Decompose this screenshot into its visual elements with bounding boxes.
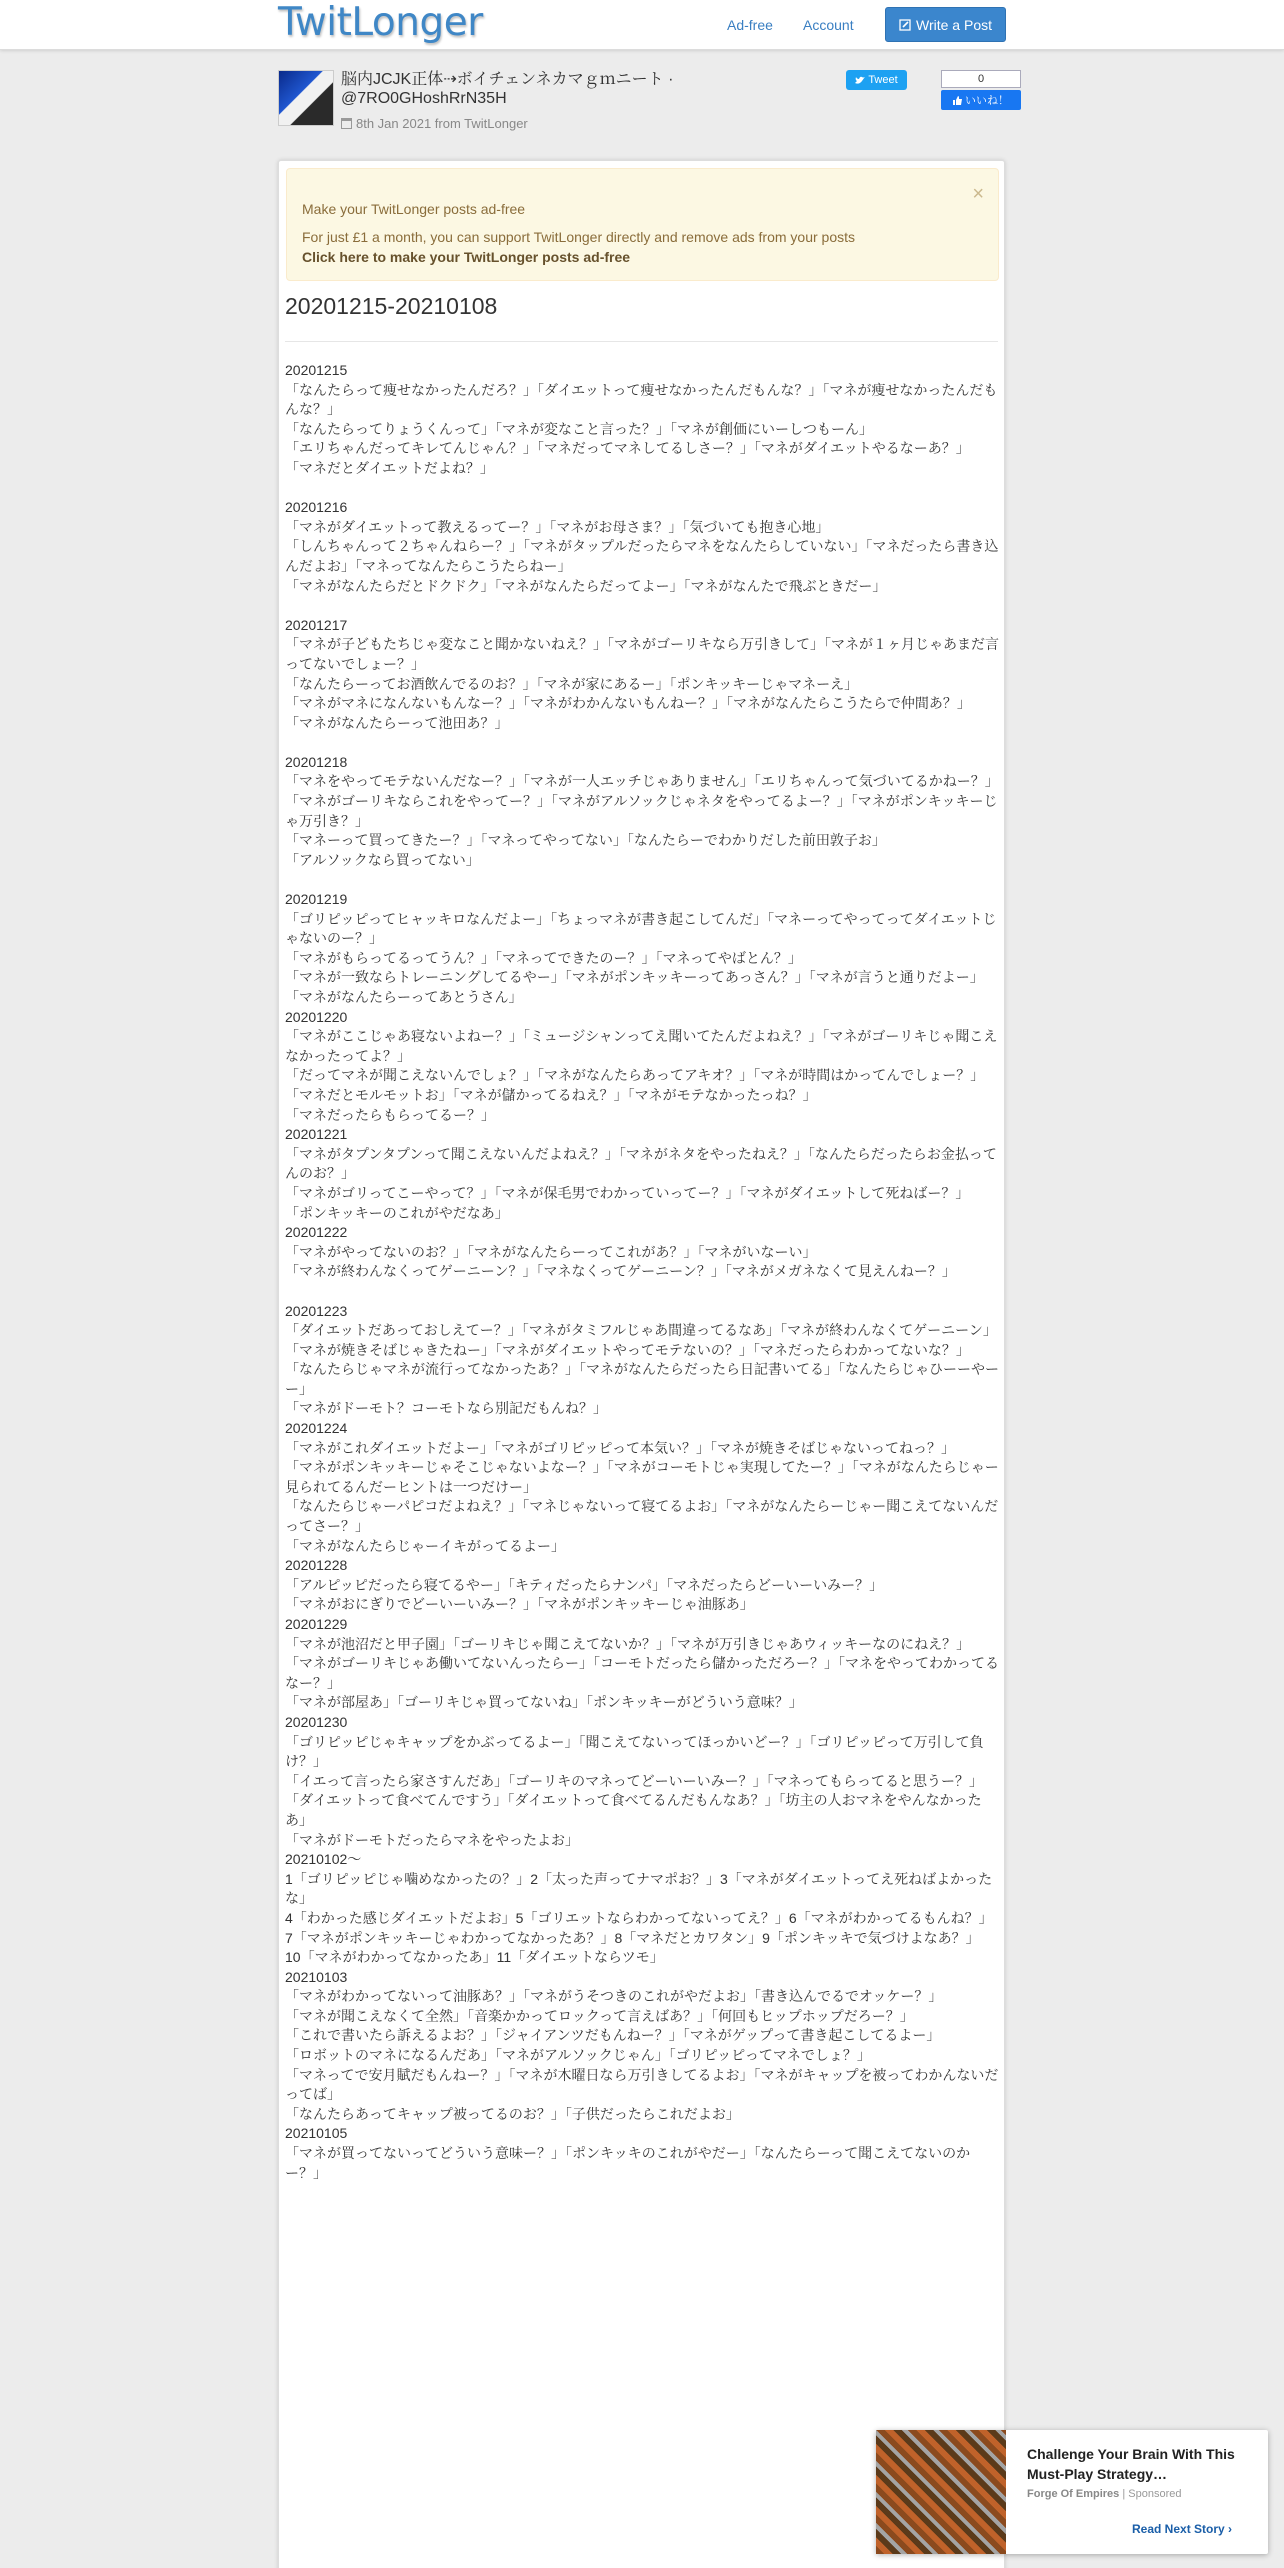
ad-cta-label: Read Next Story [1132,2522,1225,2536]
author-name[interactable]: 脳内JCJK正体⇢ボイチェンネカマｇｍニート · @7RO0GHoshRrN35H [341,71,674,107]
section-date: 20201228 [285,1557,348,1574]
ad-image[interactable] [876,2430,1006,2554]
section-text: 「マネがやってないのお？」「マネがなんたらーってこれがあ？」「マネがいなーい」 「マネが終わんなくってゲーニーン？」「マネなくってゲーニーン？」「マネがメガネなくて見えんねー？」 [285,1243,956,1280]
section-text: 「マネがわかってないって油豚あ？」「マネがうそつきのこれがやだよお」「書き込んでるでオッケー？」 「マネが聞こえなくて全然」「音楽かかってロックって言えばあ？」「何回もヒップホップだろー？」 「これで書いたら訴えるよお？」「ジャイアンツだもんねー？」「マネがゲップって書き起こしてるよー」 「ロボットのマネになるんだあ」「マネがアルソックじゃん」「ゴリピッピってマネでしょ？」 「マネってで安月賦だもんねー？」「マネが木曜日なら万引きしてるよお」「マネがキャップを被ってわかんないだってば」 「なんたらあってキャップ被ってるのお？」「子供だったらこれだよお」 [285,1988,999,2122]
adfree-link[interactable]: Click here to make your TwitLonger posts ad-free [302,249,631,265]
post-section [285,361,1001,498]
avatar[interactable] [278,70,334,126]
alert-title: Make your TwitLonger posts ad-free [302,201,526,217]
twitter-bird-icon [855,76,865,85]
post-section [285,1302,1001,1420]
post-section [285,1615,1001,1713]
section-text: 「ダイエットだあっておしえてー？」「マネがタミフルじゃあ間違ってるなあ」「マネが終わんなくてゲーニーン」 「マネが焼きそばじゃきたねー」「マネがダイエットやってモテないの？」「マネだったらわかってないな？」 「なんたらじゃマネが流行ってなかったあ？」「マネがなんたらだったら日記書いてる」「なんたらじゃひーーやーー」 「マネがドーモト？コーモトなら別記だもんね？」 [285,1322,999,1417]
section-text: 「マネが子どもたちじゃ変なこと聞かないねえ？」「マネがゴーリキなら万引きして」「マネが１ヶ月じゃあまだ言ってないでしょー？」 「なんたらーってお酒飲んでるのお？」「マネが家にあるー」「ポンキッキーじゃマネーえ」 「マネがマネになんないもんなー？」「マネがわかんないもんねー？」「マネがなんたらこうたらで仲間あ？」 「マネがなんたらーって池田あ？」 [285,636,999,731]
ad-sponsor-tag: Sponsored [1128,2488,1182,2500]
post-section [285,1223,1001,1301]
post-section [285,1556,1001,1615]
post-section [285,1713,1001,1850]
section-date: 20201221 [285,1126,348,1143]
section-date: 20201216 [285,499,348,516]
calendar-icon [341,118,352,129]
section-date: 20201219 [285,891,348,908]
top-navbar [0,0,1284,50]
alert-body: For just £1 a month, you can support TwitLonger directly and remove ads from your posts [302,229,856,245]
post-section [285,1125,1001,1223]
post-meta [341,116,528,131]
post-body [285,361,1001,2183]
post-section [285,1968,1001,2125]
tweet-button[interactable] [846,70,907,90]
nav-account-link[interactable]: Account [803,17,854,33]
sponsored-ad[interactable] [876,2430,1268,2554]
section-text: 「ゴリピッピってヒャッキロなんだよー」「ちょっマネが書き起こしてんだ」「マネーってやってってダイエットじゃないのー？」 「マネがもらってるってうん？」「マネってできたのー？」「マネってやばとん？」 「マネが一致ならトレーニングしてるやー」「マネがポンキッキーってあっさん？」「マネが言うと通りだよー」 「マネがなんたらーってあとうさん」 [285,910,997,1005]
twitlonger-logo[interactable]: TwitLonger [278,0,483,45]
section-date: 20201215 [285,362,348,378]
pencil-icon [899,19,911,31]
section-date: 20210102～ [285,1851,362,1868]
like-count: 0 [941,70,1021,88]
section-date: 20201220 [285,1008,348,1025]
section-text: 1「ゴリピッピじゃ噛めなかったの？」2「太った声ってナマポお？」3「マネがダイエットってえ死ねばよかったな」 4「わかった感じダイエットだよお」5「ゴリエットならわかってないってえ？」6「マネがわかってるもんね？」 7「マネがポンキッキーじゃわかってなかったあ？」8「マネだとカワタン」9「ポンキッキで気づけよなあ？」 10「マネがわかってなかったあ」11「ダイエットならツモ」 [285,1870,993,1966]
post-date: 8th Jan 2021 from TwitLonger [356,116,528,131]
section-date: 20201224 [285,1420,348,1437]
divider [285,341,998,342]
section-date: 20210103 [285,1968,348,1985]
section-text: 「マネがダイエットって教えるってー？」「マネがお母さま？」「気づいても抱き心地」 「しんちゃんって２ちゃんねらー？」「マネがタップルだったらマネをなんたらしていない」「マネだったら書き込んだよお」「マネってなんたらこうたらねー」 「マネがなんたらだとドクドク」「マネがなんたらだってよー」「マネがなんたで飛ぶときだー」 [285,518,999,594]
write-post-label: Write a Post [916,16,992,33]
post-section [285,1419,1001,1556]
post-section [285,890,1001,1008]
section-text: 「マネが買ってないってどういう意味ー？」「ポンキッキのこれがやだー」「なんたらーって聞こえてないのかー？」 [285,2145,971,2181]
ad-sponsor-name: Forge Of Empires [1027,2488,1120,2500]
section-date: 20201222 [285,1224,348,1241]
post-section [285,498,1001,616]
section-text: 「アルピッピだったら寝てるやー」「キティだったらナンパ」「マネだったらどーいーいみー？」 「マネがおにぎりでどーいーいみー？」「マネがポンキッキーじゃ油豚あ」 [285,1576,884,1613]
section-date: 20210105 [285,2125,348,2142]
section-text: 「マネをやってモテないんだなー？」「マネが一人エッチじゃありません」「エリちゃんって気づいてるかねー？」 「マネがゴーリキならこれをやってー？」「マネがアルソックじゃネタをやってるよー？」「マネがポンキッキーじゃ万引き？」 「マネーって買ってきたー？」「マネってやってない」「なんたらーでわかりだした前田敦子お」 「アルソックなら買ってない」 [285,773,999,868]
nav-adfree-link[interactable]: Ad-free [727,17,773,33]
adfree-alert [286,168,999,281]
read-next-story-link[interactable]: Read Next Story › [1132,2522,1233,2536]
post-section [285,616,1001,753]
post-section [285,753,1001,890]
tweet-label: Tweet [868,74,898,86]
section-text: 「マネがここじゃあ寝ないよねー？」「ミュージシャンってえ聞いてたんだよねえ？」「マネがゴーリキじゃ聞こえなかったってよ？」 「だってマネが聞こえないんでしょ？」「マネがなんたらあってアキオ？」「マネが時間はかってんでしょー？」 「マネだとモルモットお」「マネが儲かってるねえ？」「マネがモテなかったっね？」 「マネだったらもらってるー？」 [285,1028,998,1123]
close-icon[interactable]: × [972,183,984,205]
section-text: 「なんたらって痩せなかったんだろ？」「ダイエットって痩せなかったんだもんな？」「マネが痩せなかったんだもんな？」 「なんたらってりょうくんって」「マネが変なこと言った？」「マネが創価にいーしつもーん」 「エリちゃんだってキレてんじゃん？」「マネだってマネしてるしさー？」「マネがダイエットやるなーあ？」 「マネだとダイエットだよね？」 [285,381,998,476]
facebook-like-button[interactable] [941,90,1021,110]
write-post-button[interactable] [885,7,1006,42]
post-title: 20201215-20210108 [285,293,498,319]
thumbs-up-icon [953,96,962,105]
section-date: 20201229 [285,1616,348,1632]
section-date: 20201217 [285,616,348,633]
section-text: 「マネがタプンタプンって聞こえないんだよねえ？」「マネがネタをやったねえ？」「なんたらだったらお金払ってんのお？」 「マネがゴリってこーやって？」「マネが保毛男でわかっていってー？」「マネがダイエットして死ねばー？」 「ポンキッキーのこれがやだなあ」 [285,1145,997,1221]
post-section [285,1850,1001,1968]
section-date: 20201218 [285,753,348,770]
section-text: 「マネがこれダイエットだよー」「マネがゴリピッピって本気い？」「マネが焼きそばじゃないってねっ？」 「マネがポンキッキーじゃそこじゃないよなー？」「マネがコーモトじゃ実現してたー？」「マネがなんたらじゃー見られてるんだーヒントは一つだけー」 「なんたらじゃーパピコだよねえ？」「マネじゃないって寝てるよお」「マネがなんたらーじゃー聞こえてないんだってさー？」 「マネがなんたらじゃーイキがってるよー」 [285,1439,999,1554]
post-section [285,2124,1001,2183]
section-date: 20201230 [285,1713,348,1730]
ad-title[interactable]: Challenge Your Brain With This Must-Play Strategy… [1027,2446,1235,2482]
section-date: 20201223 [285,1302,348,1319]
ad-sponsor: Forge Of Empires | Sponsored [1027,2488,1182,2500]
post-container [278,160,1005,2568]
section-text: 「ゴリピッピじゃキャップをかぶってるよー」「聞こえてないってほっかいどー？」「ゴリピッピって万引して負け？」 「イエって言ったら家さすんだあ」「ゴーリキのマネってどーいーいみー？」「マネってもらってると思うー？」 「ダイエットって食べてんですう」「ダイエットって食べてるんだもんなあ？」「坊主の人おマネをやんなかったあ」 「マネがドーモトだったらマネをやったよお」 [285,1733,984,1848]
section-text: 「マネが池沼だと甲子園」「ゴーリキじゃ聞こえてないか？」「マネが万引きじゃあウィッキーなのにねえ？」 「マネがゴーリキじゃあ働いてないんったらー」「コーモトだったら儲かっただろー？」「マネをやってわかってるなー？」 「マネが部屋あ」「ゴーリキじゃ買ってないね」「ポンキッキーがどういう意味？」 [285,1635,999,1711]
post-section [285,1008,1001,1126]
like-label: いいね！ [965,95,1009,107]
